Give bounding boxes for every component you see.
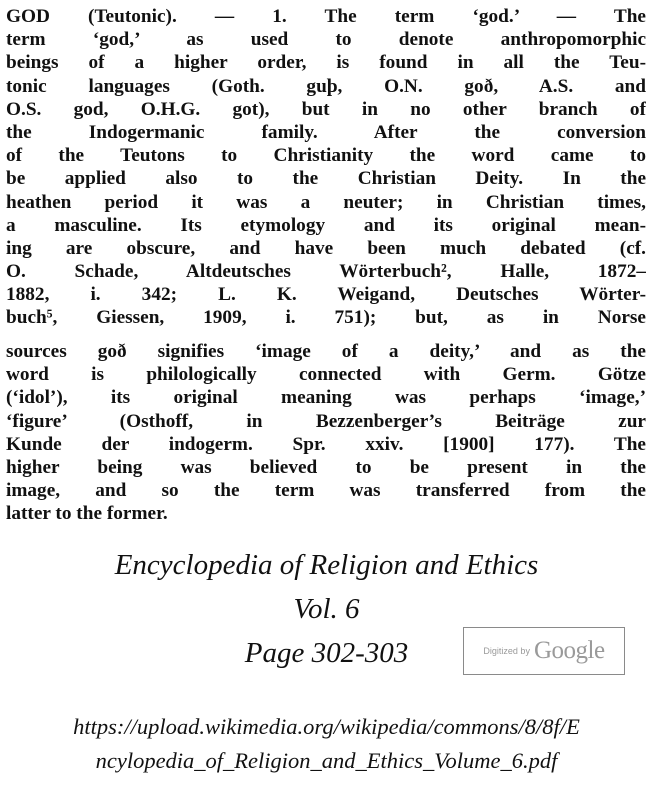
excerpt-line: O. Schade, Altdeutsches Wörterbuch², Halle, 1872– — [6, 261, 646, 283]
excerpt-line: be applied also to the Christian Deity. In the — [6, 168, 646, 190]
digitized-by-google-badge — [463, 627, 625, 675]
source-url-line-1: https://upload.wikimedia.org/wikipedia/commons/8/8f/E — [73, 714, 580, 739]
excerpt-top-block — [6, 5, 646, 330]
excerpt-line: latter to the former. — [6, 503, 168, 525]
excerpt-bottom-block — [6, 340, 646, 526]
excerpt-line: a masculine. Its etymology and its original mean- — [6, 214, 646, 236]
badge-prefix: Digitized by — [483, 646, 530, 656]
excerpt-line: O.S. god, O.H.G. got), but in no other branch of — [6, 98, 646, 120]
excerpt-line: image, and so the term was transferred from the — [6, 480, 646, 502]
excerpt-line: term ‘god,’ as used to denote anthropomorphic — [6, 29, 646, 51]
excerpt-line: the Indogermanic family. After the conversion — [6, 121, 646, 143]
excerpt-line: beings of a higher order, is found in all the Teu- — [6, 52, 646, 74]
google-logo: Google — [533, 637, 605, 664]
excerpt-line: higher being was believed to be present in the — [6, 456, 646, 478]
source-url-line-2: ncylopedia_of_Religion_and_Ethics_Volume_6.pdf — [95, 748, 558, 773]
excerpt-line: sources goð signifies ‘image of a deity,’ and as the — [6, 341, 646, 362]
excerpt-line: GOD (Teutonic). — 1. The term ‘god.’ — The — [6, 6, 646, 27]
caption-pages: Page 302-303 — [244, 637, 409, 669]
excerpt-line: Kunde der indogerm. Spr. xxiv. [1900] 177). The — [6, 433, 646, 455]
excerpt-line: buch⁵, Giessen, 1909, i. 751); but, as in Norse — [6, 307, 646, 329]
excerpt-line: 1882, i. 342; L. K. Weigand, Deutsches Wörter- — [6, 284, 646, 306]
excerpt-line: ing are obscure, and have been much debated (cf. — [6, 237, 646, 259]
excerpt-line: word is philologically connected with Germ. Götze — [6, 364, 646, 386]
excerpt-line: of the Teutons to Christianity the word came to — [6, 145, 646, 167]
excerpt-line: tonic languages (Goth. guþ, O.N. goð, A.S. and — [6, 75, 646, 97]
excerpt-line: heathen period it was a neuter; in Christian times, — [6, 191, 646, 213]
excerpt-line: (‘idol’), its original meaning was perhaps ‘image,’ — [6, 387, 646, 409]
excerpt-line: ‘figure’ (Osthoff, in Bezzenberger’s Beiträge zur — [6, 410, 646, 432]
caption-title: Encyclopedia of Religion and Ethics — [114, 549, 539, 581]
caption-volume: Vol. 6 — [293, 593, 360, 625]
